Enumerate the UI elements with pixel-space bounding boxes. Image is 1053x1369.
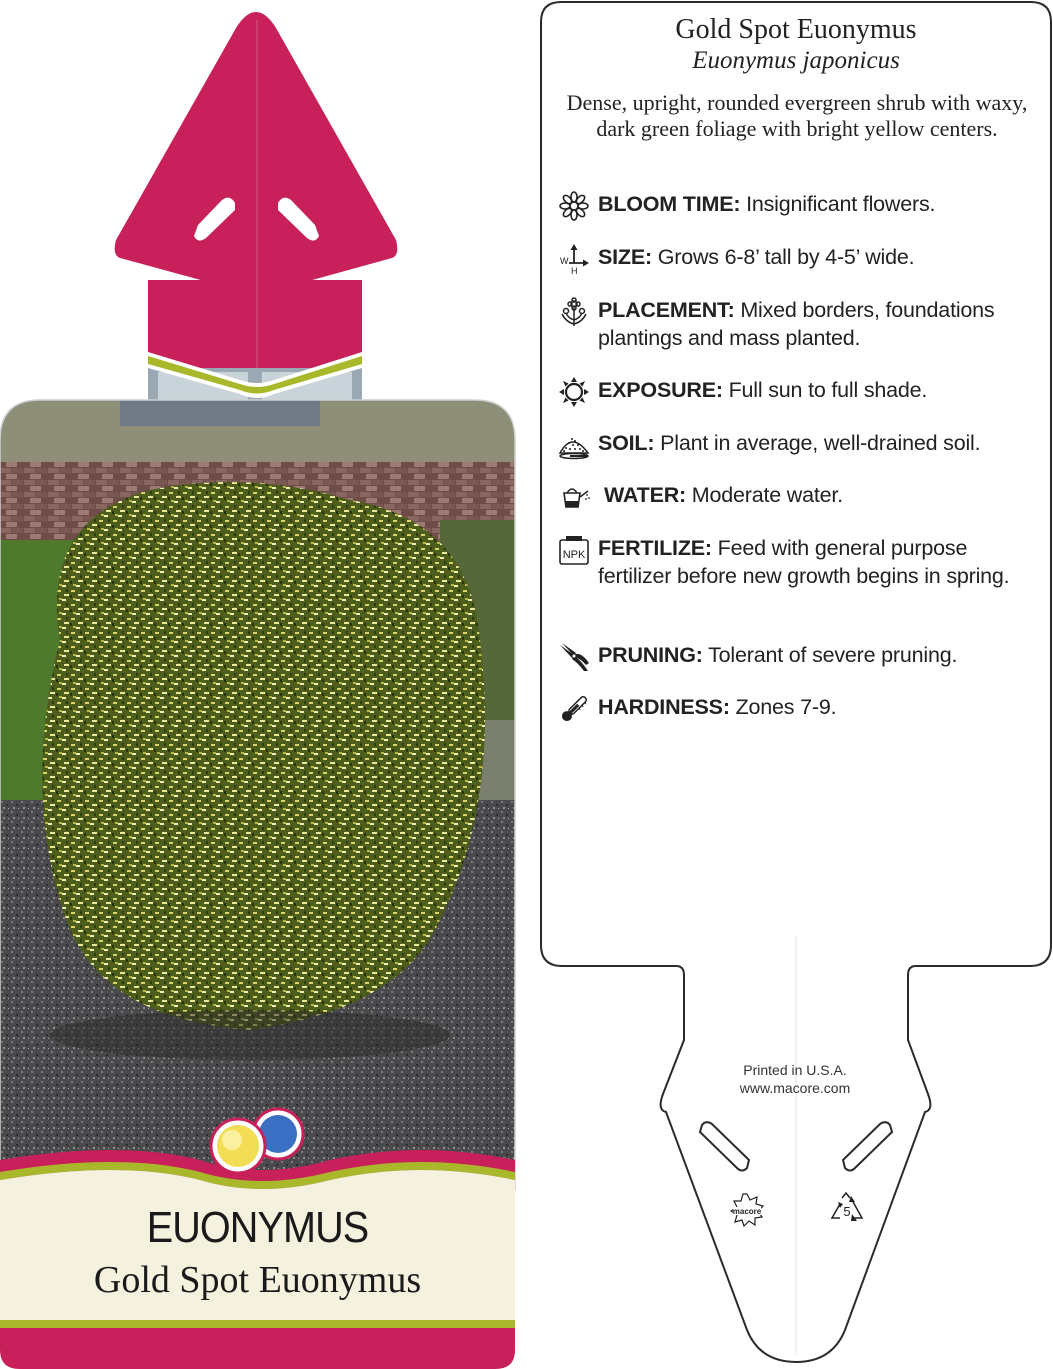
info-placement-text: PLACEMENT: Mixed borders, foundations plantings and mass planted.: [598, 298, 995, 350]
pruning-shears-icon: [558, 641, 590, 673]
svg-text:5: 5: [843, 1204, 851, 1219]
macore-url: www.macore.com: [739, 1080, 851, 1096]
plants-icon: [558, 296, 590, 328]
info-soil-text: SOIL: Plant in average, well-drained soil.: [598, 431, 981, 455]
info-fertilize: [558, 534, 1028, 590]
watering-can-icon: [558, 481, 590, 513]
size-arrows-icon: [558, 243, 590, 275]
soil-pile-icon: [558, 429, 590, 461]
info-size: [558, 243, 1028, 275]
front-category-title: EUONYMUS: [146, 1203, 369, 1252]
back-common-name: Gold Spot Euonymus: [675, 14, 917, 45]
fertilizer-npk-icon: [558, 534, 590, 566]
front-common-name: Gold Spot Euonymus: [93, 1259, 422, 1301]
recycle-5-icon: [830, 1192, 864, 1224]
svg-text:macore: macore: [732, 1207, 762, 1216]
info-bloom-time: [558, 190, 1028, 222]
info-water-text: WATER: Moderate water.: [604, 483, 843, 507]
info-hardiness: [558, 693, 1028, 725]
back-botanical-name: Euonymus japonicus: [692, 47, 900, 74]
info-bloom-time-text: BLOOM TIME: Insignificant flowers.: [598, 192, 936, 216]
info-pruning: [558, 641, 1028, 673]
info-water: [558, 481, 1028, 513]
svg-text:NPK: NPK: [562, 549, 586, 561]
info-exposure-text: EXPOSURE: Full sun to full shade.: [598, 378, 928, 402]
thermometer-icon: [558, 693, 590, 725]
svg-text:W: W: [560, 256, 569, 266]
info-exposure: [558, 376, 1028, 408]
printed-in-usa: Printed in U.S.A.: [743, 1062, 847, 1078]
info-fertilize-text: FERTILIZE: Feed with general purpose fertilizer before new growth begins in spring.: [598, 536, 1010, 588]
back-description: Dense, upright, rounded evergreen shrub with waxy, dark green foliage with bright yellow centers.: [566, 90, 1028, 141]
sun-icon: [558, 376, 590, 408]
svg-text:H: H: [571, 266, 578, 275]
info-size-text: SIZE: Grows 6-8’ tall by 4-5’ wide.: [598, 245, 915, 269]
info-pruning-text: PRUNING: Tolerant of severe pruning.: [598, 643, 958, 667]
info-hardiness-text: HARDINESS: Zones 7-9.: [598, 695, 837, 719]
info-soil: [558, 429, 1028, 461]
flower-icon: [558, 190, 590, 222]
macore-logo-icon: [730, 1193, 764, 1227]
info-placement: [558, 296, 1028, 352]
